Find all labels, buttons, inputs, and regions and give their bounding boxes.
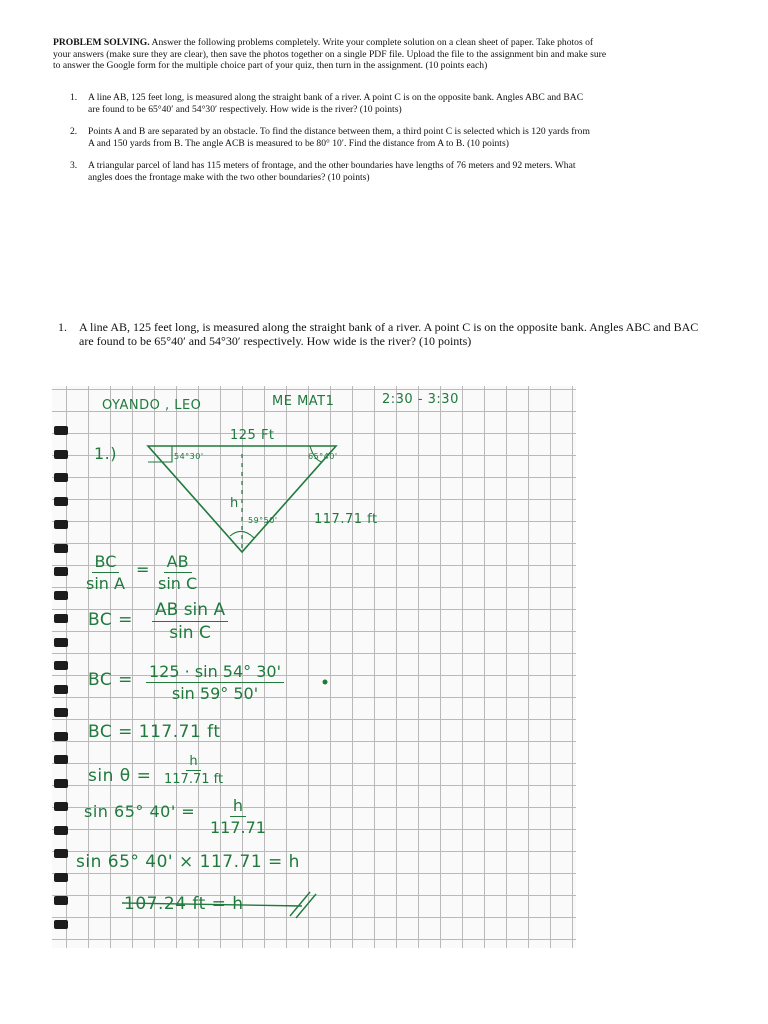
fraction-substitution: $\frac{125 \cdot \sin 54^\circ 30'}{\sin 59^\circ 50'}$ bbox=[146, 662, 284, 703]
bc-result: BC = 117.71 ft bbox=[88, 722, 221, 742]
problem-text: Points A and B are separated by an obstacle. To find the distance between them, a third point C is selected which is 120 yards from A and 150 yards from B. The angle ACB is measured to be 80° 10′. Find the distance from A to B. (10 points) bbox=[88, 126, 590, 149]
solution-photo bbox=[52, 386, 576, 948]
repeated-problem-text: A line AB, 125 feet long, is measured along the straight bank of a river. A point C is on the opposite bank. Angles ABC and BAC are found to be 65°40′ and 54°30′ respectively. How wide is the river? (10 points) bbox=[79, 320, 699, 348]
course-code: ME MAT1 bbox=[272, 394, 335, 409]
eq5-lhs: sin θ = bbox=[88, 766, 152, 786]
fraction-ab-sina-over-sinc: $\frac{\text{AB sin A}}{\text{sin C}}$ bbox=[152, 600, 228, 643]
item-number: 1.) bbox=[94, 444, 118, 463]
equals-sign: = bbox=[136, 560, 150, 579]
side-bc-label: 117.71 ft bbox=[314, 512, 378, 527]
problem-item bbox=[70, 160, 590, 183]
side-ab-label: 125 Ft bbox=[230, 428, 275, 443]
fraction-ab-over-sinc: $\frac{AB}{\text{sin C}}$ bbox=[158, 552, 198, 593]
instructions-heading: PROBLEM SOLVING. bbox=[53, 37, 150, 48]
problem-number: 1. bbox=[70, 92, 78, 103]
eq6-lhs: sin 65° 40' = bbox=[84, 802, 196, 821]
fraction-h-over-117-71: $\frac{h}{117.71}$ bbox=[210, 796, 266, 837]
angle-a-label: 54°30' bbox=[174, 452, 204, 461]
eq2-lhs: BC = bbox=[88, 610, 133, 630]
instructions-text: Answer the following problems completely. Write your complete solution on a clean sheet of paper. Take photos of your answers (make sure they are clear), then save the photos together on a single PDF file. Upload the file to the assignment bin and make sure to answer the Google form for the multiple choice part of your quiz, then turn in the assignment. (10 points each) bbox=[53, 37, 607, 72]
problem-item bbox=[70, 92, 590, 115]
final-answer: 107.24 ft = h bbox=[124, 894, 244, 914]
repeated-problem bbox=[58, 321, 699, 348]
problem-text: A line AB, 125 feet long, is measured along the straight bank of a river. A point C is on the opposite bank. Angles ABC and BAC are found to be 65°40′ and 54°30′ respectively. How wide is the river? (10 points) bbox=[88, 92, 584, 115]
problem-number: 2. bbox=[70, 126, 78, 138]
height-label: h bbox=[230, 496, 239, 511]
problem-list bbox=[70, 92, 590, 195]
problem-item bbox=[70, 126, 590, 149]
ink-dot bbox=[323, 680, 328, 685]
repeated-problem-number: 1. bbox=[58, 320, 67, 334]
student-name: OYANDO , LEO bbox=[102, 398, 202, 413]
angle-c-label: 59°50' bbox=[248, 516, 278, 525]
eq7-product: sin 65° 40' × 117.71 = h bbox=[76, 852, 300, 872]
instructions-paragraph bbox=[53, 37, 613, 72]
class-time: 2:30 - 3:30 bbox=[382, 392, 459, 407]
fraction-bc-over-sina: $\frac{BC}{\text{sin A}}$ bbox=[86, 552, 125, 593]
problem-text: A triangular parcel of land has 115 meters of frontage, and the other boundaries have lengths of 76 meters and 92 meters. What angles does the frontage make with the two other boundaries? (10 points) bbox=[88, 160, 576, 183]
angle-b-label: 65°40' bbox=[308, 452, 338, 461]
problem-number: 3. bbox=[70, 160, 78, 172]
fraction-h-over-bc: $\frac{h}{117.71 ft}$ bbox=[164, 754, 224, 787]
eq3-lhs: BC = bbox=[88, 670, 133, 690]
